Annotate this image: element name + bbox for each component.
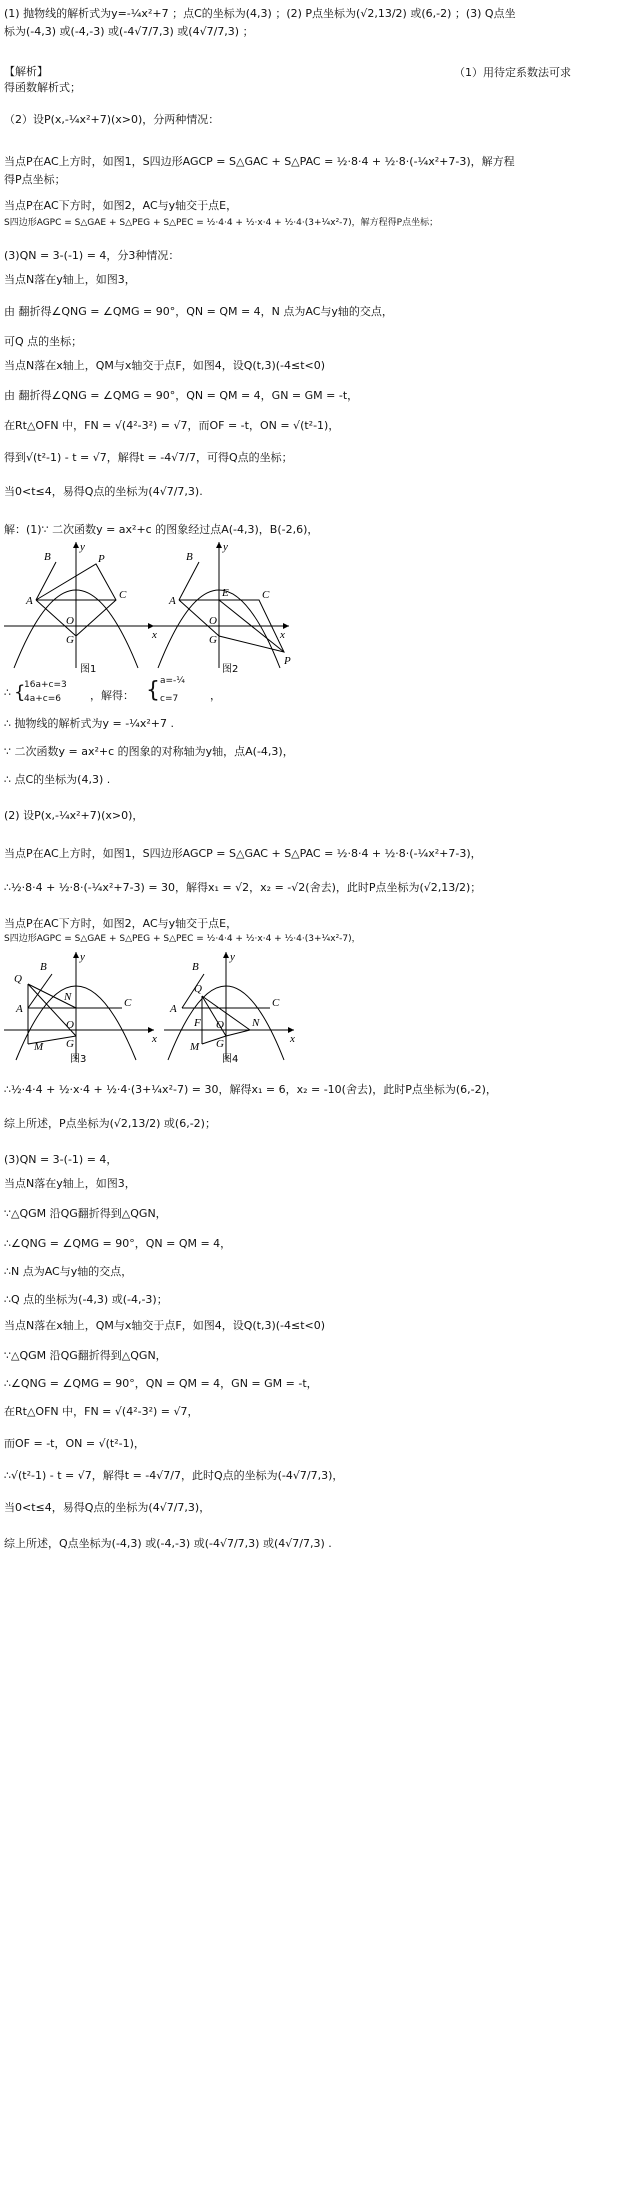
fig4-segment-gn	[226, 1030, 250, 1036]
analysis-case-below-formula: S四边形AGPC = S△GAE + S△PEG + S△PEC = ½·4·4 + ½·x·4 + ½·4·(3+¼x²-7)，解方程得P点坐标；	[4, 218, 439, 228]
part3-of-on: 而OF = -t，ON = √(t²-1)，	[4, 1437, 145, 1450]
fig3-caption: 图3	[70, 1054, 87, 1065]
fig4-label-b: B	[192, 961, 199, 973]
fig1-label-x: x	[152, 629, 157, 641]
fig3-label-y: y	[80, 951, 85, 963]
analysis-case-below: 当点P在AC下方时，如图2，AC与y轴交于点E，	[4, 199, 238, 212]
figure-3	[4, 951, 157, 1065]
system-symbol: ∴	[4, 686, 11, 699]
arrow-icon	[216, 542, 222, 548]
fig3-label-o: O	[66, 1019, 74, 1031]
fig4-label-a: A	[170, 1003, 177, 1015]
fig4-label-n: N	[252, 1017, 260, 1029]
arrow-icon	[73, 952, 79, 958]
fig2-label-g: G	[209, 634, 217, 646]
analysis-solve-t: 得到√(t²-1) - t = √7，解得t = -4√7/7，可得Q点的坐标；	[4, 451, 293, 464]
fig4-label-y: y	[230, 951, 235, 963]
part3-rt: 在Rt△OFN 中，FN = √(4²-3²) = √7，	[4, 1405, 199, 1418]
part3-positive-t: 当0<t≤4，易得Q点的坐标为(4√7/7,3)，	[4, 1501, 211, 1514]
fig4-label-x: x	[290, 1033, 295, 1045]
part3-angle-x: ∴∠QNG = ∠QMG = 90°，QN = QM = 4，GN = GM = -t，	[4, 1377, 318, 1390]
figure-1	[4, 541, 157, 675]
parabola-line: ∴ 抛物线的解析式为y = -¼x²+7 .	[4, 717, 174, 730]
part3-q-coords-y: ∴Q 点的坐标为(-4,3) 或(-4,-3)；	[4, 1293, 168, 1306]
fig2-label-y: y	[223, 541, 228, 553]
arrow-icon	[223, 952, 229, 958]
analysis-case-above-cont: 得P点坐标；	[4, 173, 66, 186]
part3-solve-t: ∴√(t²-1) - t = √7，解得t = -4√7/7，此时Q点的坐标为(-4√7/7,3)，	[4, 1469, 344, 1482]
analysis-n-on-y-q: 可Q 点的坐标；	[4, 335, 83, 348]
fig4-label-o: O	[216, 1019, 224, 1031]
figures-3-4	[4, 950, 294, 1065]
figure-2	[154, 541, 291, 675]
arrow-icon	[73, 542, 79, 548]
part3-angle-y: ∴∠QNG = ∠QMG = 90°，QN = QM = 4，	[4, 1237, 232, 1250]
fig2-label-c: C	[262, 589, 270, 601]
part3-n-point: ∴N 点为AC与y轴的交点，	[4, 1265, 133, 1278]
fig4-caption: 图4	[222, 1054, 239, 1065]
fig1-label-o: O	[66, 615, 74, 627]
part3-fold-x: ∵△QGM 沿QG翻折得到△QGN，	[4, 1349, 167, 1362]
fig3-segment-ab	[28, 974, 52, 1008]
solution-given: 解：(1)∵ 二次函数y = ax²+c 的图象经过点A(-4,3)，B(-2,6)，	[4, 523, 319, 536]
part3-summary: 综上所述，Q点坐标为(-4,3) 或(-4,-3) 或(-4√7/7,3) 或(4√7/7,3) .	[4, 1537, 332, 1550]
system-eq1: 16a+c=3	[24, 680, 67, 690]
part3-n-on-y: 当点N落在y轴上，如图3，	[4, 1177, 136, 1190]
fig2-label-a: A	[169, 595, 176, 607]
analysis-case-above: 当点P在AC上方时，如图1，S四边形AGCP = S△GAC + S△PAC = ½·8·4 + ½·8·(-¼x²+7-3)，解方程	[4, 155, 515, 168]
sol-c: c=7	[160, 694, 179, 704]
fig1-label-a: A	[26, 595, 33, 607]
fig3-label-c: C	[124, 997, 132, 1009]
analysis-n-on-x: 当点N落在x轴上，QM与x轴交于点F，如图4，设Q(t,3)(-4≤t<0)	[4, 359, 326, 372]
part3-qn: (3)QN = 3-(-1) = 4，	[4, 1153, 118, 1166]
analysis-part2: （2）设P(x,-¼x²+7)(x>0)，分两种情况：	[4, 113, 220, 126]
point-c-line: ∴ 点C的坐标为(4,3) .	[4, 773, 111, 786]
answer-line-2: 标为(-4,3) 或(-4,-3) 或(-4√7/7,3) 或(4√7/7,3) ；	[4, 25, 254, 38]
analysis-positive-t: 当0<t≤4，易得Q点的坐标为(4√7/7,3).	[4, 485, 203, 498]
analysis-n-on-y-fold: 由 翻折得∠QNG = ∠QMG = 90°，QN = QM = 4，N 点为AC与y轴的交点，	[4, 305, 393, 318]
part2-below-eq: ∴½·4·4 + ½·x·4 + ½·4·(3+¼x²-7) = 30，解得x₁ = 6，x₂ = -10(舍去)，此时P点坐标为(6,-2)，	[4, 1083, 497, 1096]
analysis-n-on-x-fold: 由 翻折得∠QNG = ∠QMG = 90°，QN = QM = 4，GN = GM = -t，	[4, 389, 359, 402]
fig2-label-b: B	[186, 551, 193, 563]
part2-above-eq: ∴½·8·4 + ½·8·(-¼x²+7-3) = 30，解得x₁ = √2，x₂ = -√2(舍去)，此时P点坐标为(√2,13/2)；	[4, 881, 482, 894]
part2-summary: 综上所述，P点坐标为(√2,13/2) 或(6,-2)；	[4, 1117, 216, 1130]
figures-1-2	[4, 540, 294, 675]
part3-n-on-x: 当点N落在x轴上，QM与x轴交于点F，如图4，设Q(t,3)(-4≤t<0)	[4, 1319, 326, 1332]
part2-below-formula: S四边形AGPC = S△GAE + S△PEG + S△PEC = ½·4·4 + ½·x·4 + ½·4·(3+¼x²-7)，	[4, 934, 361, 944]
sol-a: a=-¼	[160, 676, 186, 686]
fig4-label-f: F	[194, 1017, 201, 1029]
fig3-label-a: A	[16, 1003, 23, 1015]
fig1-label-p: P	[98, 553, 105, 565]
fig3-label-b: B	[40, 961, 47, 973]
fig4-label-g: G	[216, 1038, 224, 1050]
analysis-tag: 【解析】	[4, 65, 48, 78]
fig1-label-b: B	[44, 551, 51, 563]
fig2-label-p: P	[284, 655, 291, 667]
answer-line-1: (1) 抛物线的解析式为y=-¼x²+7 ；点C的坐标为(4,3) ；(2) P点坐标为(√2,13/2) 或(6,-2) ；(3) Q点坐	[4, 7, 516, 20]
fig3-label-n: N	[64, 991, 72, 1003]
fig1-label-g: G	[66, 634, 74, 646]
fig1-label-y: y	[80, 541, 85, 553]
fig4-label-c: C	[272, 997, 280, 1009]
analysis-part1: （1）用待定系数法可求	[454, 66, 571, 79]
fig1-caption: 图1	[80, 664, 97, 675]
system-comma: ，	[210, 689, 221, 702]
fig4-label-q: Q	[194, 983, 202, 995]
part2-below: 当点P在AC下方时，如图2，AC与y轴交于点E，	[4, 917, 238, 930]
part2-let: (2) 设P(x,-¼x²+7)(x>0)，	[4, 809, 144, 822]
solve-word: ，解得：	[90, 689, 134, 702]
brace-icon: {	[14, 682, 26, 703]
part3-fold-y: ∵△QGM 沿QG翻折得到△QGN，	[4, 1207, 167, 1220]
fig3-label-m: M	[34, 1041, 44, 1053]
fig3-label-x: x	[152, 1033, 157, 1045]
analysis-part3: (3)QN = 3-(-1) = 4，分3种情况：	[4, 249, 180, 262]
fig1-label-c: C	[119, 589, 127, 601]
fig2-label-x: x	[280, 629, 285, 641]
analysis-part1-cont: 得函数解析式；	[4, 81, 81, 94]
fig3-label-g: G	[66, 1038, 74, 1050]
fig2-caption: 图2	[222, 664, 239, 675]
fig4-label-m: M	[190, 1041, 200, 1053]
fig2-segment-ab	[179, 562, 199, 600]
fig3-label-q: Q	[14, 973, 22, 985]
part2-above: 当点P在AC上方时，如图1，S四边形AGCP = S△GAC + S△PAC = ½·8·4 + ½·8·(-¼x²+7-3)，	[4, 847, 482, 860]
analysis-n-on-y: 当点N落在y轴上，如图3，	[4, 273, 136, 286]
analysis-rt: 在Rt△OFN 中，FN = √(4²-3²) = √7，而OF = -t，ON = √(t²-1)，	[4, 419, 340, 432]
fig2-label-o: O	[209, 615, 217, 627]
system-eq2: 4a+c=6	[24, 694, 61, 704]
fig2-label-e: E	[222, 587, 229, 599]
symmetry-line: ∵ 二次函数y = ax²+c 的图象的对称轴为y轴，点A(-4,3)，	[4, 745, 294, 758]
brace-icon: {	[146, 678, 160, 703]
figure-4	[164, 951, 295, 1065]
